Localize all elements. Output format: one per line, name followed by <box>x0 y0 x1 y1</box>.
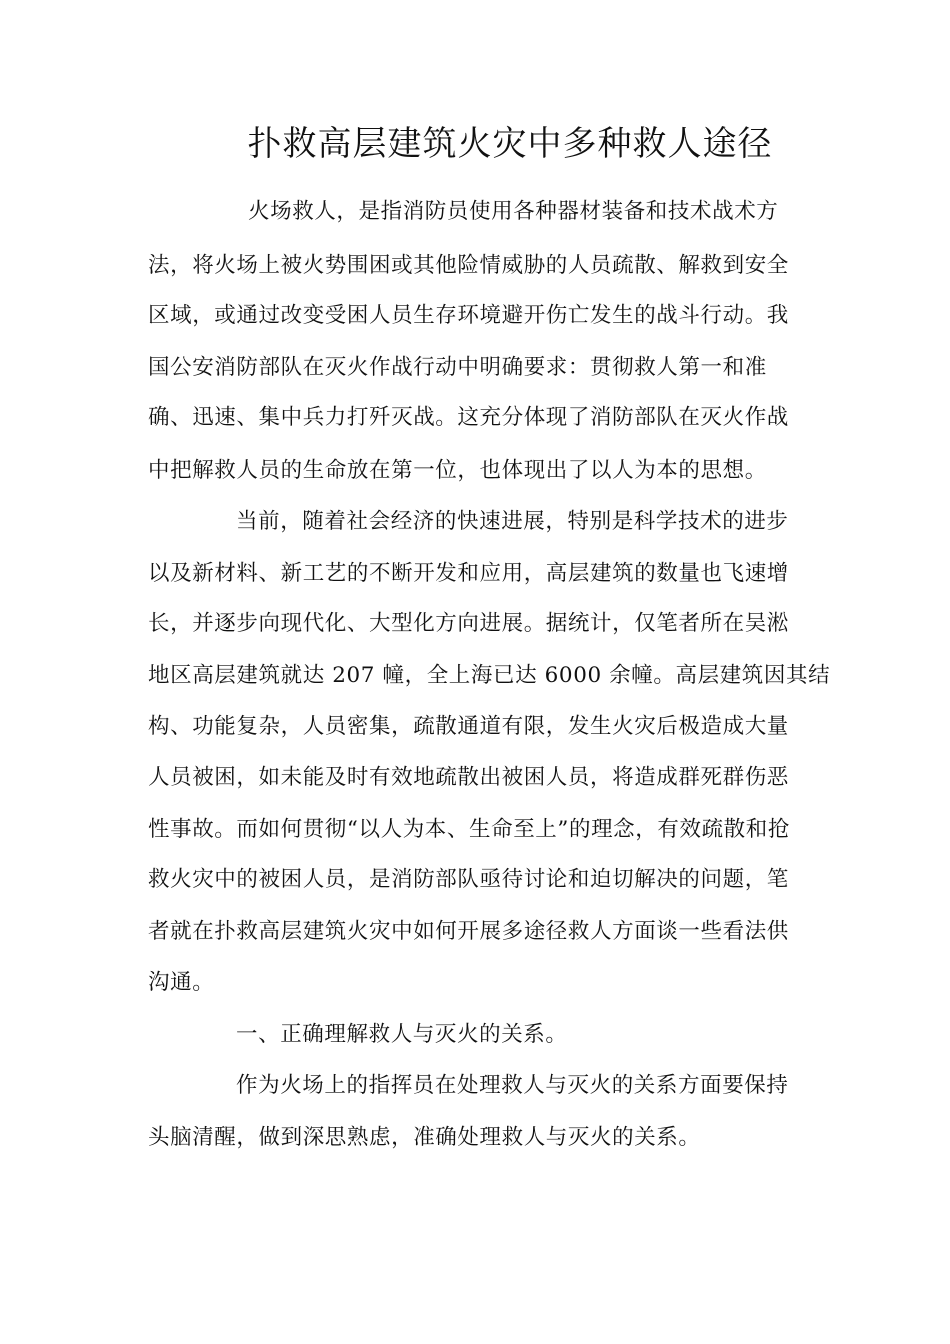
paragraph-line: 头脑清醒，做到深思熟虑，准确处理救人与灭火的关系。 <box>148 1125 701 1150</box>
paragraph-line: 长，并逐步向现代化、大型化方向进展。据统计，仅笔者所在吴淞 <box>148 611 789 636</box>
paragraph-line: 区域，或通过改变受困人员生存环境避开伤亡发生的战斗行动。我 <box>148 303 789 328</box>
paragraph-line: 火场救人，是指消防员使用各种器材装备和技术战术方 <box>248 199 779 224</box>
paragraph-line: 作为火场上的指挥员在处理救人与灭火的关系方面要保持 <box>236 1073 789 1098</box>
section-heading: 一、正确理解救人与灭火的关系。 <box>236 1022 568 1047</box>
paragraph-line: 确、迅速、集中兵力打歼灭战。这充分体现了消防部队在灭火作战 <box>148 405 789 430</box>
paragraph-line: 国公安消防部队在灭火作战行动中明确要求：贯彻救人第一和准 <box>148 355 767 380</box>
paragraph-line: 构、功能复杂，人员密集，疏散通道有限，发生火灾后极造成大量 <box>148 714 789 739</box>
paragraph-line: 者就在扑救高层建筑火灾中如何开展多途径救人方面谈一些看法供 <box>148 919 789 944</box>
paragraph-line: 以及新材料、新工艺的不断开发和应用，高层建筑的数量也飞速增 <box>148 561 789 586</box>
paragraph-line: 沟通。 <box>148 970 215 995</box>
paragraph-line: 人员被困，如未能及时有效地疏散出被困人员，将造成群死群伤恶 <box>148 765 789 790</box>
document-title: 扑救高层建筑火灾中多种救人途径 <box>247 124 773 164</box>
paragraph-line: 性事故。而如何贯彻“以人为本、生命至上”的理念，有效疏散和抢 <box>148 817 790 842</box>
paragraph-line: 当前，随着社会经济的快速进展，特别是科学技术的进步 <box>236 509 789 534</box>
paragraph-line: 法，将火场上被火势围困或其他险情威胁的人员疏散、解救到安全 <box>148 253 789 278</box>
paragraph-line: 地区高层建筑就达 207 幢，全上海已达 6000 余幢。高层建筑因其结 <box>148 663 831 688</box>
paragraph-line: 救火灾中的被困人员，是消防部队亟待讨论和迫切解决的问题，笔 <box>148 867 789 892</box>
paragraph-line: 中把解救人员的生命放在第一位，也体现出了以人为本的思想。 <box>148 458 767 483</box>
